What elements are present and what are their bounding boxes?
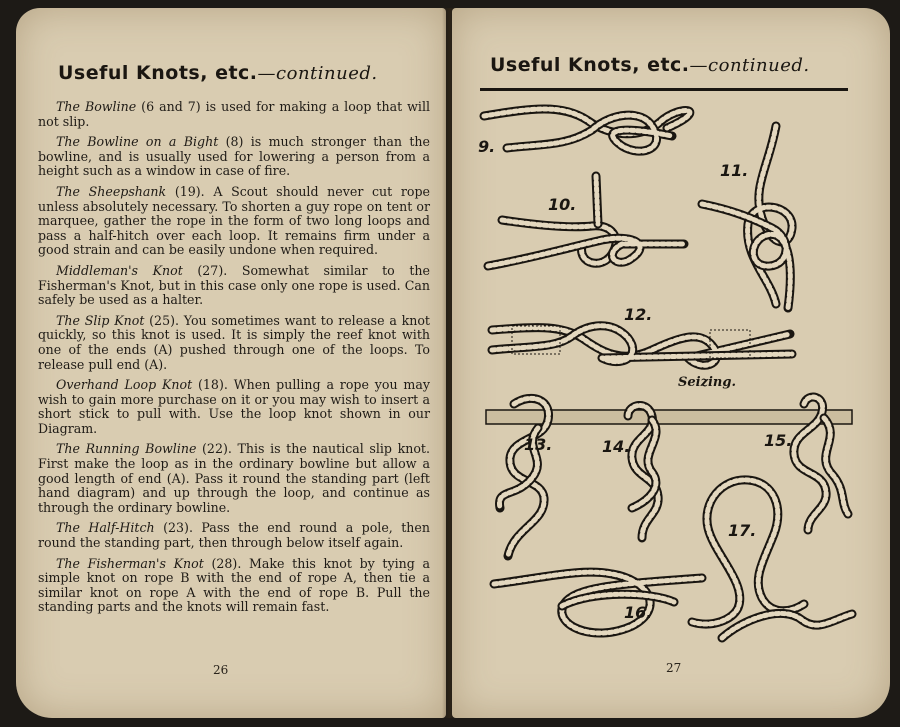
- knot-paragraph: [38, 314, 430, 372]
- knot-figure-12: [492, 305, 792, 390]
- knot-name: The Running Bowline: [56, 441, 197, 457]
- knot-illustrations: [452, 8, 890, 718]
- knot-paragraph: [38, 557, 430, 615]
- knot-paragraph: [38, 135, 430, 179]
- knot-figure-11: [702, 126, 792, 308]
- knot-figure-9: [478, 109, 690, 156]
- knot-name: The Bowline on a Bight: [56, 134, 219, 150]
- knot-name: The Fisherman's Knot: [56, 555, 204, 571]
- page-number-right: 27: [666, 661, 682, 675]
- knot-description: (19). A Scout should never cut rope unless absolutely necessary. To shorten a guy rope on tent or marquee, gather the rope in the form of two long loops and pass a half-hitch over each loop. It remains firm under a good strain and can be easily undone when required.: [38, 183, 430, 258]
- figure-label-16: 16.: [624, 603, 653, 622]
- left-page: [16, 8, 446, 718]
- knot-paragraph: [38, 442, 430, 515]
- knot-description: (23). Pass the end round a pole, then round the standing part, then through below itself again.: [38, 520, 430, 551]
- heading-text: Useful Knots, etc.: [490, 54, 690, 76]
- knot-paragraph: [38, 185, 430, 258]
- seizing-label: Seizing.: [678, 375, 736, 390]
- figure-label-10: 10.: [548, 195, 577, 214]
- knot-description: (6 and 7) is used for making a loop that will not slip.: [38, 99, 431, 129]
- knot-figure-10: [488, 176, 684, 266]
- knot-paragraph: [38, 264, 430, 308]
- page-number-left: 26: [213, 663, 229, 677]
- figure-label-14: 14.: [602, 437, 631, 456]
- knot-name: The Sheepshank: [56, 183, 167, 199]
- knot-paragraph: [38, 378, 430, 436]
- heading-continued: —continued.: [257, 63, 378, 84]
- knot-name: The Slip Knot: [56, 312, 145, 328]
- knot-name: The Half-Hitch: [56, 520, 155, 536]
- knot-name: Middleman's Knot: [56, 262, 183, 278]
- knot-figure-16: [494, 572, 702, 633]
- figure-label-17: 17.: [728, 521, 757, 540]
- pole: [486, 410, 852, 424]
- knot-description: (8) is much stronger than the bowline, and is usually used for lowering a person from a height such as a window in case of fire.: [38, 134, 430, 179]
- knot-description: (18). When pulling a rope you may wish to gain more purchase on it or you may wish to insert a short stick to pull with. Use the loop knot shown in our Diagram.: [38, 377, 430, 436]
- knot-description: (28). Make this knot by tying a simple knot on rope B with the end of rope A, then tie a similar knot on rope A with the end of rope B. Pull the standing parts and the knots will remain fast.: [38, 555, 430, 615]
- knot-name: The Bowline: [56, 99, 137, 114]
- knot-name: Overhand Loop Knot: [56, 377, 193, 393]
- knot-figure-14: [602, 405, 658, 538]
- figure-label-13: 13.: [524, 435, 553, 454]
- knot-paragraph: [38, 100, 430, 129]
- heading-text: Useful Knots, etc.: [58, 62, 258, 84]
- right-page: [452, 8, 890, 718]
- figure-label-15: 15.: [764, 431, 793, 450]
- heading-continued: —continued.: [689, 55, 810, 76]
- knot-description: (27). Somewhat similar to the Fisherman's Knot, but in this case only one rope is used. Can safely be used as a halter.: [38, 262, 430, 308]
- knot-description: (25). You sometimes want to release a knot quickly, so this knot is used. It is simply the reef knot with one of the ends (A) pushed through one of the loops. To release pull end (A).: [38, 312, 430, 372]
- knot-paragraph: [38, 521, 430, 550]
- text-column: [38, 100, 430, 621]
- left-page-heading: [58, 62, 378, 84]
- knot-description: (22). This is the nautical slip knot. First make the loop as in the ordinary bowline but allow a good length of end (A). Pass it round the standing part (left hand diagram) and up through the loop, and continue as through the ordinary bowline.: [38, 441, 430, 515]
- figure-label-9: 9.: [478, 137, 496, 156]
- figure-label-11: 11.: [720, 161, 749, 180]
- figure-label-12: 12.: [624, 305, 653, 324]
